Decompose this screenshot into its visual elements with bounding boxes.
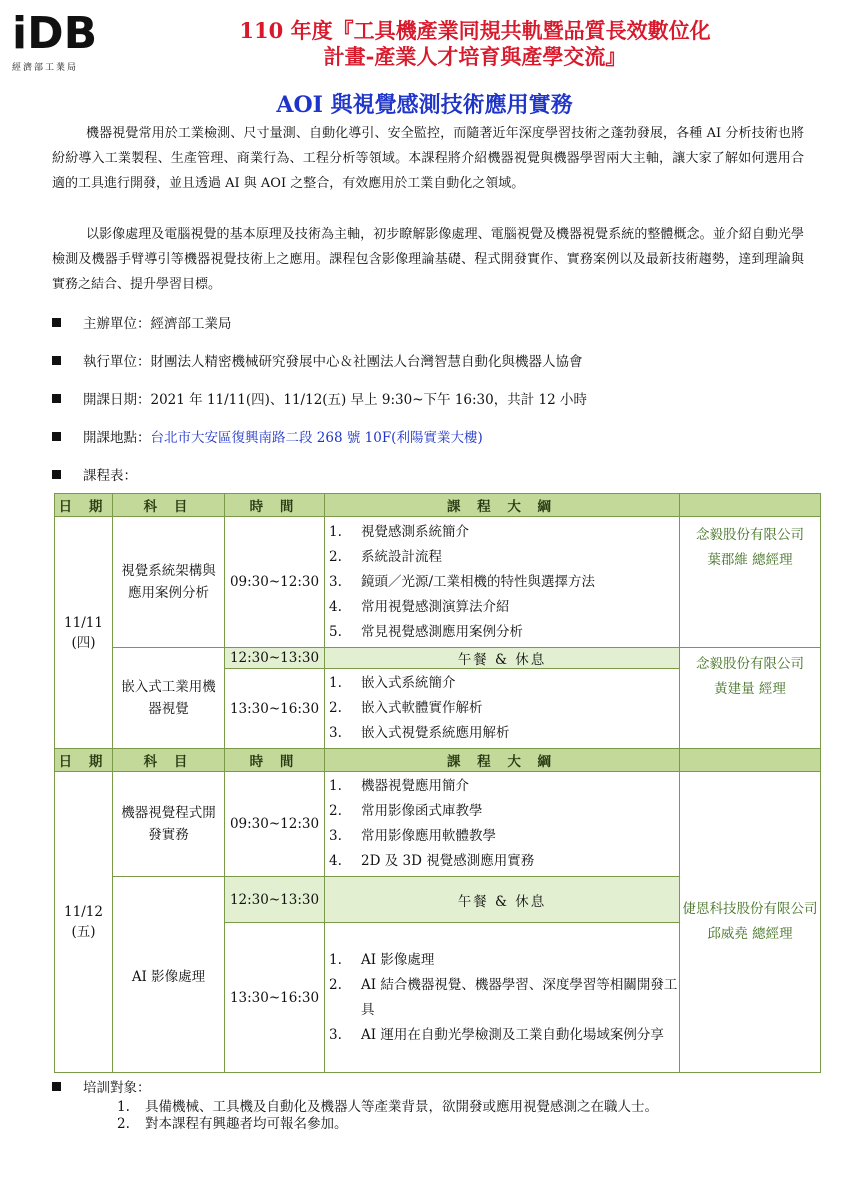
logo-caption: 經濟部工業局 — [12, 63, 79, 73]
executor-text: 執行單位：財團法人精密機械研究發展中心＆社團法人台灣智慧自動化與機器人協會 — [83, 354, 583, 370]
day1-date: 11/11 — [64, 614, 103, 631]
day2-date-cell — [55, 772, 113, 1073]
list-item: 3. 鏡頭／光源/工業相機的特性與選擇方法 — [329, 573, 596, 590]
bullet-square-icon — [52, 432, 61, 441]
table-row — [55, 517, 821, 648]
lecturer-company: 倢恩科技股份有限公司 — [682, 901, 818, 917]
list-item: 2. 系統設計流程 — [329, 548, 442, 565]
day2-session1-time: 09:30~12:30 — [225, 772, 325, 877]
trainee-heading — [52, 1080, 658, 1097]
intro-paragraph-2: 以影像處理及電腦視覺的基本原理及技術為主軸，初步瞭解影像處理、電腦視覺及機器視覺系統的整體概念。並介紹自動光學檢測及機器手臂導引等機器視覺技術上之應用。課程包含影像理論基礎、程式開發實作、實務案例以及最新技術趨勢，達到理論與實務之結合、提升學習目標。 — [52, 227, 804, 292]
table-row — [55, 648, 821, 669]
executor-line — [52, 352, 583, 372]
list-item: 1. 機器視覺應用簡介 — [329, 778, 469, 794]
list-item: 1. 嵌入式系統簡介 — [329, 675, 456, 691]
list-item: 2. AI 結合機器視覺、機器學習、深度學習等相關開發工具 — [329, 976, 678, 1018]
day2-session2-time: 13:30~16:30 — [225, 923, 325, 1073]
date-text: 開課日期：2021 年 11/11(四)、11/12(五) 早上 9:30~下午 16:30，共計 12 小時 — [83, 392, 587, 408]
list-item: 3. 嵌入式視覺系統應用解析 — [329, 725, 510, 741]
day1-weekday: (四) — [71, 634, 96, 651]
list-item: 4. 2D 及 3D 視覺感測應用實務 — [329, 853, 535, 869]
header-outline: 課 程 大 綱 — [325, 494, 680, 517]
trainee-list — [117, 1099, 658, 1133]
location-line — [52, 428, 483, 448]
schedule-table — [54, 493, 821, 1073]
schedule-line — [52, 466, 137, 486]
lecturer-company: 念毅股份有限公司 — [696, 527, 804, 543]
day1-session2-time: 13:30~16:30 — [225, 669, 325, 749]
header-time: 時 間 — [225, 494, 325, 517]
lecturer-name: 葉郡維 總經理 — [707, 552, 793, 568]
day2-weekday: (五) — [71, 924, 96, 940]
header-blank — [680, 749, 821, 772]
day1-session2-outline — [325, 669, 680, 749]
list-item: 3. 常用影像應用軟體教學 — [329, 828, 496, 844]
bullet-square-icon — [52, 356, 61, 365]
day2-lunch-label: 午餐 & 休息 — [325, 877, 680, 923]
bullet-square-icon — [52, 394, 61, 403]
day1-session1-outline — [325, 517, 680, 648]
schedule-label: 課程表： — [83, 468, 137, 484]
day1-session1-subject: 視覺系統架構與應用案例分析 — [113, 517, 225, 648]
lecturer-name: 黃建量 經理 — [714, 681, 786, 697]
day1-session2-subject: 嵌入式工業用機器視覺 — [113, 648, 225, 749]
day1-session2-lecturer — [680, 648, 821, 749]
page-title-line2: 計畫-產業人才培育與產學交流』 — [323, 44, 627, 69]
day1-lunch-label: 午餐 & 休息 — [325, 648, 680, 669]
list-item: 2. 嵌入式軟體實作解析 — [329, 700, 483, 716]
day1-session1-time: 09:30~12:30 — [225, 517, 325, 648]
trainee-label: 培訓對象： — [83, 1080, 151, 1096]
bullet-square-icon — [52, 318, 61, 327]
day2-session2-subject: AI 影像處理 — [113, 877, 225, 1073]
day1-lunch-time: 12:30~13:30 — [225, 648, 325, 669]
day2-session2-outline — [325, 923, 680, 1073]
logo-mark — [12, 8, 104, 59]
table-row — [55, 772, 821, 877]
date-line — [52, 390, 587, 410]
list-item: 1. 具備機械、工具機及自動化及機器人等產業背景，欲開發或應用視覺感測之在職人士。 — [117, 1099, 658, 1115]
day2-session1-outline — [325, 772, 680, 877]
day2-date: 11/12 — [64, 904, 103, 920]
header-outline: 課 程 大 綱 — [325, 749, 680, 772]
logo-text: iDB — [12, 8, 98, 59]
trainee-section — [52, 1080, 658, 1133]
bullet-square-icon — [52, 470, 61, 479]
organizer-line — [52, 314, 232, 334]
header-time: 時 間 — [225, 749, 325, 772]
list-item: 4. 常用視覺感測演算法介紹 — [329, 598, 510, 615]
day2-lunch-time: 12:30~13:30 — [225, 877, 325, 923]
bullet-square-icon — [52, 1082, 61, 1091]
header-date: 日 期 — [55, 749, 113, 772]
list-item: 5. 常見視覺感測應用案例分析 — [329, 623, 523, 640]
lecturer-company: 念毅股份有限公司 — [696, 656, 804, 672]
header-date: 日 期 — [55, 494, 113, 517]
page-title-line1: 110 年度『工具機產業同規共軌暨品質長效數位化 — [239, 18, 711, 43]
list-item: 2. 對本課程有興趣者均可報名參加。 — [117, 1116, 348, 1132]
header-subject: 科 目 — [113, 749, 225, 772]
day2-session1-subject: 機器視覺程式開發實務 — [113, 772, 225, 877]
course-title: AOI 與視覺感測技術應用實務 — [276, 92, 573, 118]
organizer-text: 主辦單位：經濟部工業局 — [83, 316, 232, 332]
day1-session1-lecturer — [680, 517, 821, 648]
day2-lecturer — [680, 772, 821, 1073]
list-item: 3. AI 運用在自動光學檢測及工業自動化場域案例分享 — [329, 1026, 664, 1043]
header-subject: 科 目 — [113, 494, 225, 517]
table-header-row — [55, 749, 821, 772]
list-item: 2. 常用影像函式庫教學 — [329, 803, 483, 819]
lecturer-name: 邱威堯 總經理 — [707, 926, 793, 942]
location-text: 台北市大安區復興南路二段 268 號 10F(利陽實業大樓) — [150, 430, 483, 446]
header-blank — [680, 494, 821, 517]
list-item: 1. AI 影像處理 — [329, 951, 435, 968]
table-header-row — [55, 494, 821, 517]
list-item: 1. 視覺感測系統簡介 — [329, 523, 469, 540]
intro-paragraph-1: 機器視覺常用於工業檢測、尺寸量測、自動化導引、安全監控，而隨著近年深度學習技術之蓬勃發展，各種 AI 分析技術也將紛紛導入工業製程、生產管理、商業行為、工程分析等領域。本課程將介紹機器視覺與機器學習兩大主軸，讓大家了解如何選用合適的工具進行開發，並且透過 AI 與 AOI 之整合，有效應用於工業自動化之領域。 — [52, 126, 804, 191]
location-label: 開課地點： — [83, 430, 151, 446]
idb-logo — [12, 10, 104, 73]
day1-date-cell — [55, 517, 113, 749]
